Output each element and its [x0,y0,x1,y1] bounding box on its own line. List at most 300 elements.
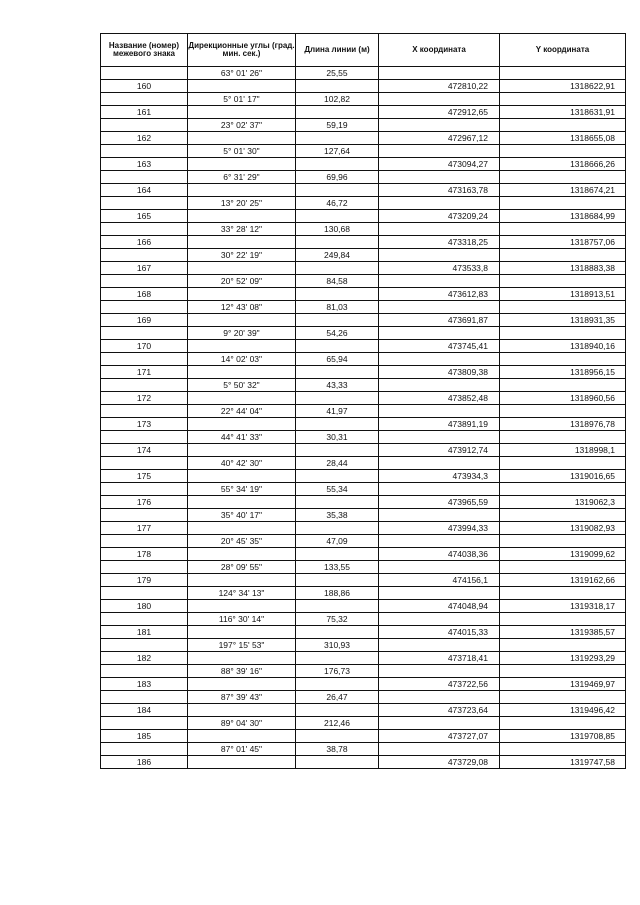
segment-row [101,587,626,600]
direction-angle-cell: 9° 20' 39" [188,327,296,340]
point-row [101,314,626,327]
segment-x-cell [379,717,500,730]
line-length-cell: 26,47 [296,691,379,704]
segment-x-cell [379,691,500,704]
point-length-cell [296,288,379,301]
point-name-cell: 160 [101,80,188,93]
segment-x-cell [379,639,500,652]
segment-row [101,249,626,262]
segment-y-cell [500,119,626,132]
direction-angle-cell: 20° 52' 09" [188,275,296,288]
segment-y-cell [500,561,626,574]
point-name-cell: 177 [101,522,188,535]
segment-row [101,275,626,288]
point-angle-cell [188,106,296,119]
segment-y-cell [500,327,626,340]
line-length-cell: 212,46 [296,717,379,730]
segment-row [101,301,626,314]
segment-x-cell [379,405,500,418]
segment-x-cell [379,275,500,288]
point-row [101,470,626,483]
segment-x-cell [379,353,500,366]
line-length-cell: 127,64 [296,145,379,158]
segment-x-cell [379,587,500,600]
direction-angle-cell: 14° 02' 03" [188,353,296,366]
segment-y-cell [500,483,626,496]
point-name-cell: 182 [101,652,188,665]
line-length-cell: 25,55 [296,67,379,80]
segment-row [101,197,626,210]
segment-name-cell [101,535,188,548]
segment-row [101,431,626,444]
point-angle-cell [188,704,296,717]
header-direction-angle: Дирекционные углы (град. мин. сек.) [188,34,296,67]
line-length-cell: 38,78 [296,743,379,756]
point-row [101,444,626,457]
point-name-cell: 180 [101,600,188,613]
y-coordinate-cell: 1319469,97 [500,678,626,691]
direction-angle-cell: 116° 30' 14" [188,613,296,626]
y-coordinate-cell: 1318757,06 [500,236,626,249]
segment-name-cell [101,405,188,418]
point-name-cell: 162 [101,132,188,145]
point-angle-cell [188,314,296,327]
point-length-cell [296,158,379,171]
point-row [101,678,626,691]
segment-row [101,639,626,652]
point-length-cell [296,132,379,145]
segment-x-cell [379,613,500,626]
point-length-cell [296,418,379,431]
point-name-cell: 176 [101,496,188,509]
direction-angle-cell: 33° 28' 12" [188,223,296,236]
x-coordinate-cell: 473722,56 [379,678,500,691]
x-coordinate-cell: 473718,41 [379,652,500,665]
y-coordinate-cell: 1319747,58 [500,756,626,769]
direction-angle-cell: 5° 01' 17" [188,93,296,106]
segment-y-cell [500,743,626,756]
point-name-cell: 168 [101,288,188,301]
point-name-cell: 166 [101,236,188,249]
line-length-cell: 43,33 [296,379,379,392]
segment-name-cell [101,353,188,366]
segment-name-cell [101,665,188,678]
line-length-cell: 47,09 [296,535,379,548]
direction-angle-cell: 35° 40' 17" [188,509,296,522]
segment-y-cell [500,665,626,678]
segment-x-cell [379,223,500,236]
point-name-cell: 171 [101,366,188,379]
point-name-cell: 170 [101,340,188,353]
segment-name-cell [101,613,188,626]
segment-y-cell [500,509,626,522]
x-coordinate-cell: 473727,07 [379,730,500,743]
segment-x-cell [379,119,500,132]
segment-x-cell [379,327,500,340]
point-row [101,600,626,613]
segment-y-cell [500,353,626,366]
point-row [101,340,626,353]
segment-name-cell [101,67,188,80]
segment-row [101,67,626,80]
line-length-cell: 59,19 [296,119,379,132]
y-coordinate-cell: 1318684,99 [500,210,626,223]
line-length-cell: 81,03 [296,301,379,314]
point-row [101,236,626,249]
segment-y-cell [500,639,626,652]
point-length-cell [296,678,379,691]
point-length-cell [296,470,379,483]
segment-x-cell [379,379,500,392]
point-name-cell: 178 [101,548,188,561]
point-row [101,574,626,587]
point-angle-cell [188,470,296,483]
y-coordinate-cell: 1319016,65 [500,470,626,483]
segment-name-cell [101,275,188,288]
x-coordinate-cell: 474156,1 [379,574,500,587]
direction-angle-cell: 12° 43' 08" [188,301,296,314]
header-line-length: Длина линии (м) [296,34,379,67]
x-coordinate-cell: 473891,19 [379,418,500,431]
header-y-coordinate: Y координата [500,34,626,67]
point-angle-cell [188,158,296,171]
segment-y-cell [500,717,626,730]
point-angle-cell [188,678,296,691]
segment-x-cell [379,535,500,548]
segment-row [101,93,626,106]
line-length-cell: 249,84 [296,249,379,262]
y-coordinate-cell: 1318956,15 [500,366,626,379]
x-coordinate-cell: 473745,41 [379,340,500,353]
segment-name-cell [101,327,188,340]
point-angle-cell [188,80,296,93]
segment-name-cell [101,587,188,600]
direction-angle-cell: 63° 01' 26" [188,67,296,80]
point-name-cell: 169 [101,314,188,327]
x-coordinate-cell: 474038,36 [379,548,500,561]
segment-x-cell [379,93,500,106]
point-name-cell: 183 [101,678,188,691]
point-row [101,730,626,743]
point-row [101,522,626,535]
point-name-cell: 174 [101,444,188,457]
segment-row [101,561,626,574]
y-coordinate-cell: 1318655,08 [500,132,626,145]
direction-angle-cell: 87° 01' 45" [188,743,296,756]
x-coordinate-cell: 473912,74 [379,444,500,457]
segment-x-cell [379,483,500,496]
line-length-cell: 28,44 [296,457,379,470]
line-length-cell: 130,68 [296,223,379,236]
direction-angle-cell: 5° 50' 32" [188,379,296,392]
point-angle-cell [188,444,296,457]
direction-angle-cell: 124° 34' 13" [188,587,296,600]
line-length-cell: 188,86 [296,587,379,600]
point-row [101,756,626,769]
segment-x-cell [379,431,500,444]
point-length-cell [296,392,379,405]
x-coordinate-cell: 473965,59 [379,496,500,509]
line-length-cell: 102,82 [296,93,379,106]
line-length-cell: 54,26 [296,327,379,340]
direction-angle-cell: 23° 02' 37" [188,119,296,132]
point-angle-cell [188,366,296,379]
segment-y-cell [500,275,626,288]
y-coordinate-cell: 1318931,35 [500,314,626,327]
segment-x-cell [379,665,500,678]
point-length-cell [296,366,379,379]
segment-name-cell [101,93,188,106]
point-row [101,704,626,717]
point-length-cell [296,314,379,327]
point-name-cell: 184 [101,704,188,717]
segment-name-cell [101,561,188,574]
point-name-cell: 163 [101,158,188,171]
segment-name-cell [101,483,188,496]
x-coordinate-cell: 474048,94 [379,600,500,613]
x-coordinate-cell: 472810,22 [379,80,500,93]
table-body [101,67,626,769]
segment-name-cell [101,509,188,522]
point-angle-cell [188,288,296,301]
point-length-cell [296,626,379,639]
direction-angle-cell: 55° 34' 19" [188,483,296,496]
point-row [101,158,626,171]
segment-y-cell [500,197,626,210]
segment-row [101,613,626,626]
point-name-cell: 165 [101,210,188,223]
y-coordinate-cell: 1319082,93 [500,522,626,535]
y-coordinate-cell: 1318913,51 [500,288,626,301]
segment-row [101,119,626,132]
boundary-points-table [100,33,626,769]
segment-name-cell [101,691,188,704]
segment-name-cell [101,379,188,392]
direction-angle-cell: 20° 45' 35" [188,535,296,548]
point-name-cell: 164 [101,184,188,197]
point-row [101,106,626,119]
point-angle-cell [188,600,296,613]
point-length-cell [296,444,379,457]
segment-x-cell [379,171,500,184]
segment-y-cell [500,691,626,704]
point-name-cell: 172 [101,392,188,405]
x-coordinate-cell: 473852,48 [379,392,500,405]
segment-y-cell [500,223,626,236]
y-coordinate-cell: 1319162,66 [500,574,626,587]
x-coordinate-cell: 473723,64 [379,704,500,717]
point-length-cell [296,600,379,613]
segment-y-cell [500,301,626,314]
point-angle-cell [188,730,296,743]
segment-y-cell [500,379,626,392]
direction-angle-cell: 6° 31' 29" [188,171,296,184]
y-coordinate-cell: 1318666,26 [500,158,626,171]
segment-name-cell [101,171,188,184]
segment-x-cell [379,457,500,470]
point-length-cell [296,236,379,249]
segment-y-cell [500,587,626,600]
y-coordinate-cell: 1318940,16 [500,340,626,353]
point-angle-cell [188,652,296,665]
segment-row [101,743,626,756]
x-coordinate-cell: 473729,08 [379,756,500,769]
segment-name-cell [101,223,188,236]
point-length-cell [296,340,379,353]
x-coordinate-cell: 473533,8 [379,262,500,275]
y-coordinate-cell: 1319099,62 [500,548,626,561]
segment-row [101,483,626,496]
segment-y-cell [500,171,626,184]
segment-name-cell [101,301,188,314]
segment-y-cell [500,457,626,470]
y-coordinate-cell: 1318622,91 [500,80,626,93]
segment-row [101,327,626,340]
point-name-cell: 185 [101,730,188,743]
segment-row [101,171,626,184]
point-angle-cell [188,210,296,223]
x-coordinate-cell: 473994,33 [379,522,500,535]
y-coordinate-cell: 1318631,91 [500,106,626,119]
point-length-cell [296,756,379,769]
point-length-cell [296,496,379,509]
point-length-cell [296,522,379,535]
x-coordinate-cell: 473209,24 [379,210,500,223]
y-coordinate-cell: 1318998,1 [500,444,626,457]
point-row [101,366,626,379]
direction-angle-cell: 22° 44' 04" [188,405,296,418]
segment-x-cell [379,743,500,756]
segment-row [101,353,626,366]
y-coordinate-cell: 1319385,57 [500,626,626,639]
segment-x-cell [379,301,500,314]
point-row [101,262,626,275]
x-coordinate-cell: 474015,33 [379,626,500,639]
direction-angle-cell: 28° 09' 55" [188,561,296,574]
x-coordinate-cell: 473318,25 [379,236,500,249]
point-angle-cell [188,522,296,535]
x-coordinate-cell: 473094,27 [379,158,500,171]
y-coordinate-cell: 1319293,29 [500,652,626,665]
segment-row [101,691,626,704]
y-coordinate-cell: 1319496,42 [500,704,626,717]
table-header-row [101,34,626,67]
line-length-cell: 75,32 [296,613,379,626]
x-coordinate-cell: 472912,65 [379,106,500,119]
point-name-cell: 173 [101,418,188,431]
y-coordinate-cell: 1318960,56 [500,392,626,405]
point-row [101,210,626,223]
coordinates-sheet [100,33,620,769]
point-name-cell: 175 [101,470,188,483]
segment-row [101,379,626,392]
segment-x-cell [379,561,500,574]
direction-angle-cell: 88° 39' 16" [188,665,296,678]
segment-y-cell [500,405,626,418]
line-length-cell: 133,55 [296,561,379,574]
point-row [101,392,626,405]
segment-y-cell [500,613,626,626]
point-length-cell [296,704,379,717]
line-length-cell: 84,58 [296,275,379,288]
direction-angle-cell: 197° 15' 53" [188,639,296,652]
direction-angle-cell: 87° 39' 43" [188,691,296,704]
point-angle-cell [188,392,296,405]
point-name-cell: 161 [101,106,188,119]
point-angle-cell [188,574,296,587]
point-angle-cell [188,418,296,431]
point-length-cell [296,184,379,197]
segment-y-cell [500,249,626,262]
point-angle-cell [188,548,296,561]
point-length-cell [296,210,379,223]
x-coordinate-cell: 473691,87 [379,314,500,327]
segment-row [101,457,626,470]
direction-angle-cell: 30° 22' 19" [188,249,296,262]
point-length-cell [296,106,379,119]
point-angle-cell [188,236,296,249]
segment-x-cell [379,509,500,522]
segment-row [101,535,626,548]
segment-name-cell [101,197,188,210]
segment-x-cell [379,197,500,210]
point-name-cell: 186 [101,756,188,769]
x-coordinate-cell: 473934,3 [379,470,500,483]
line-length-cell: 30,31 [296,431,379,444]
direction-angle-cell: 5° 01' 30" [188,145,296,158]
direction-angle-cell: 89° 04' 30" [188,717,296,730]
segment-row [101,145,626,158]
point-angle-cell [188,262,296,275]
x-coordinate-cell: 472967,12 [379,132,500,145]
y-coordinate-cell: 1319708,85 [500,730,626,743]
point-name-cell: 167 [101,262,188,275]
point-row [101,288,626,301]
y-coordinate-cell: 1319062,3 [500,496,626,509]
point-angle-cell [188,340,296,353]
point-row [101,652,626,665]
line-length-cell: 46,72 [296,197,379,210]
segment-name-cell [101,145,188,158]
point-row [101,80,626,93]
point-angle-cell [188,626,296,639]
segment-name-cell [101,119,188,132]
segment-name-cell [101,431,188,444]
line-length-cell: 65,94 [296,353,379,366]
segment-row [101,405,626,418]
line-length-cell: 35,38 [296,509,379,522]
segment-x-cell [379,67,500,80]
point-row [101,548,626,561]
header-point-name: Название (номер) межевого знака [101,34,188,67]
segment-row [101,509,626,522]
header-x-coordinate: X координата [379,34,500,67]
direction-angle-cell: 13° 20' 25" [188,197,296,210]
x-coordinate-cell: 473612,83 [379,288,500,301]
segment-name-cell [101,457,188,470]
direction-angle-cell: 44° 41' 33" [188,431,296,444]
line-length-cell: 176,73 [296,665,379,678]
line-length-cell: 41,97 [296,405,379,418]
x-coordinate-cell: 473163,78 [379,184,500,197]
segment-x-cell [379,249,500,262]
point-row [101,418,626,431]
segment-row [101,665,626,678]
y-coordinate-cell: 1318976,78 [500,418,626,431]
segment-name-cell [101,717,188,730]
line-length-cell: 55,34 [296,483,379,496]
segment-name-cell [101,249,188,262]
